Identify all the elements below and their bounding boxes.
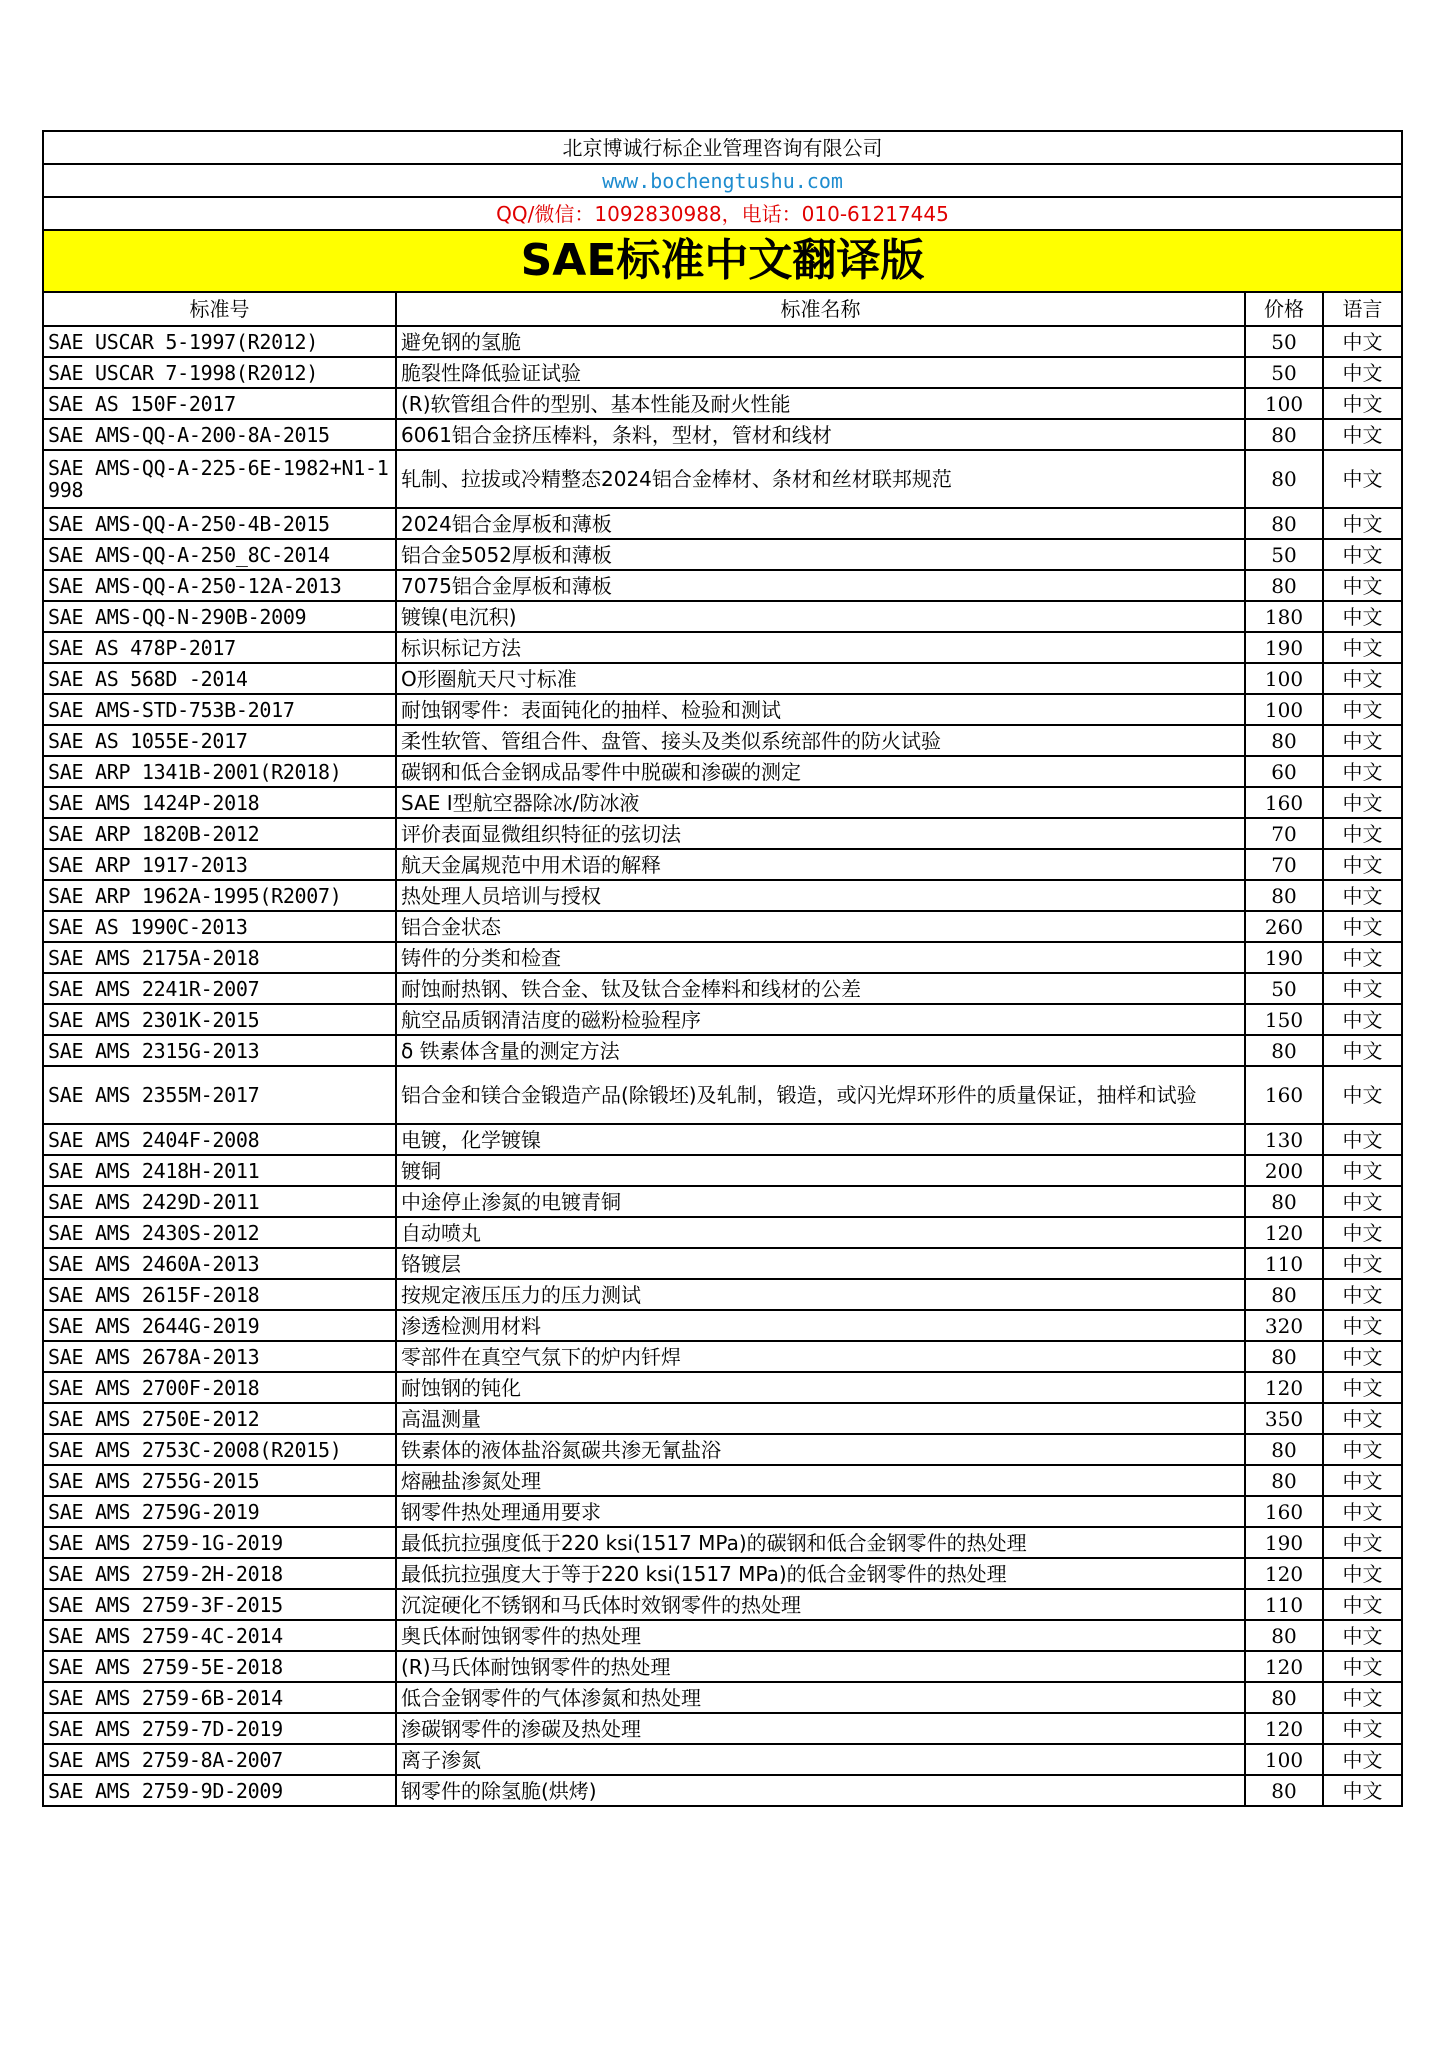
table-row [43,818,1402,849]
contact-row [43,197,1402,230]
standard-name-cell: (R)软管组合件的型别、基本性能及耐火性能 [396,388,1245,419]
language-cell: 中文 [1323,450,1402,508]
language-cell: 中文 [1323,601,1402,632]
price-cell: 320 [1245,1310,1323,1341]
price-cell: 80 [1245,1620,1323,1651]
table-row [43,880,1402,911]
language-cell: 中文 [1323,357,1402,388]
standard-name-cell: 零部件在真空气氛下的炉内钎焊 [396,1341,1245,1372]
table-row [43,357,1402,388]
language-cell: 中文 [1323,1713,1402,1744]
language-cell: 中文 [1323,973,1402,1004]
banner-row [43,230,1402,292]
price-cell: 100 [1245,388,1323,419]
price-cell: 160 [1245,787,1323,818]
standard-name-cell: 奥氏体耐蚀钢零件的热处理 [396,1620,1245,1651]
price-cell: 110 [1245,1589,1323,1620]
table-row [43,1651,1402,1682]
standard-code-cell: SAE AMS 2418H-2011 [43,1155,396,1186]
standard-code-cell: SAE AS 1055E-2017 [43,725,396,756]
company-name: 北京博诚行标企业管理咨询有限公司 [43,131,1402,164]
price-cell: 110 [1245,1248,1323,1279]
standard-code-cell: SAE AMS 2759-9D-2009 [43,1775,396,1806]
standard-name-cell: 6061铝合金挤压棒料，条料，型材，管材和线材 [396,419,1245,450]
table-row [43,326,1402,357]
language-cell: 中文 [1323,942,1402,973]
table-row [43,1434,1402,1465]
table-row [43,508,1402,539]
language-cell: 中文 [1323,1186,1402,1217]
table-row [43,942,1402,973]
table-row [43,1713,1402,1744]
standard-name-cell: 脆裂性降低验证试验 [396,357,1245,388]
standard-code-cell: SAE AMS-STD-753B-2017 [43,694,396,725]
price-cell: 120 [1245,1713,1323,1744]
language-cell: 中文 [1323,326,1402,357]
standards-table [42,130,1403,1807]
price-cell: 80 [1245,419,1323,450]
column-header-price: 价格 [1245,292,1323,326]
table-row [43,1589,1402,1620]
standard-code-cell: SAE AMS 2700F-2018 [43,1372,396,1403]
language-cell: 中文 [1323,1527,1402,1558]
standard-code-cell: SAE AMS 2175A-2018 [43,942,396,973]
standard-code-cell: SAE AMS 2678A-2013 [43,1341,396,1372]
language-cell: 中文 [1323,1066,1402,1124]
company-row [43,131,1402,164]
language-cell: 中文 [1323,1341,1402,1372]
standard-code-cell: SAE AS 1990C-2013 [43,911,396,942]
standard-code-cell: SAE AMS-QQ-A-250-12A-2013 [43,570,396,601]
table-row [43,1465,1402,1496]
language-cell: 中文 [1323,1744,1402,1775]
standard-code-cell: SAE AMS 2759-8A-2007 [43,1744,396,1775]
standard-name-cell: 渗碳钢零件的渗碳及热处理 [396,1713,1245,1744]
standard-code-cell: SAE ARP 1341B-2001(R2018) [43,756,396,787]
standard-name-cell: 柔性软管、管组合件、盘管、接头及类似系统部件的防火试验 [396,725,1245,756]
standard-code-cell: SAE AMS 2301K-2015 [43,1004,396,1035]
standard-name-cell: 2024铝合金厚板和薄板 [396,508,1245,539]
standard-name-cell: 铝合金5052厚板和薄板 [396,539,1245,570]
language-cell: 中文 [1323,508,1402,539]
language-cell: 中文 [1323,849,1402,880]
standard-name-cell: 高温测量 [396,1403,1245,1434]
standard-name-cell: 钢零件的除氢脆(烘烤) [396,1775,1245,1806]
price-cell: 150 [1245,1004,1323,1035]
table-row [43,1279,1402,1310]
standard-name-cell: 沉淀硬化不锈钢和马氏体时效钢零件的热处理 [396,1589,1245,1620]
website-row [43,164,1402,197]
price-cell: 70 [1245,849,1323,880]
price-cell: 350 [1245,1403,1323,1434]
table-row [43,1372,1402,1403]
standard-name-cell: 最低抗拉强度大于等于220 ksi(1517 MPa)的低合金钢零件的热处理 [396,1558,1245,1589]
table-row [43,539,1402,570]
language-cell: 中文 [1323,1465,1402,1496]
language-cell: 中文 [1323,1434,1402,1465]
table-row [43,1217,1402,1248]
standard-name-cell: 耐蚀钢的钝化 [396,1372,1245,1403]
language-cell: 中文 [1323,725,1402,756]
language-cell: 中文 [1323,1651,1402,1682]
price-cell: 80 [1245,1186,1323,1217]
table-row [43,632,1402,663]
price-cell: 80 [1245,1682,1323,1713]
table-row [43,1004,1402,1035]
standard-code-cell: SAE AMS 2759G-2019 [43,1496,396,1527]
language-cell: 中文 [1323,1279,1402,1310]
standard-code-cell: SAE AS 478P-2017 [43,632,396,663]
price-cell: 160 [1245,1066,1323,1124]
language-cell: 中文 [1323,1124,1402,1155]
table-row [43,1558,1402,1589]
language-cell: 中文 [1323,663,1402,694]
language-cell: 中文 [1323,1248,1402,1279]
website-link[interactable]: www.bochengtushu.com [43,164,1402,197]
standard-name-cell: 离子渗氮 [396,1744,1245,1775]
standard-code-cell: SAE USCAR 5-1997(R2012) [43,326,396,357]
standard-code-cell: SAE AMS 2759-5E-2018 [43,1651,396,1682]
table-row [43,450,1402,508]
price-cell: 130 [1245,1124,1323,1155]
standard-name-cell: 渗透检测用材料 [396,1310,1245,1341]
standard-name-cell: 航天金属规范中用术语的解释 [396,849,1245,880]
standard-code-cell: SAE AMS 1424P-2018 [43,787,396,818]
table-row [43,1682,1402,1713]
standard-code-cell: SAE AMS 2615F-2018 [43,1279,396,1310]
standard-code-cell: SAE AMS 2759-2H-2018 [43,1558,396,1589]
standard-name-cell: 碳钢和低合金钢成品零件中脱碳和渗碳的测定 [396,756,1245,787]
price-cell: 80 [1245,508,1323,539]
table-row [43,1744,1402,1775]
price-cell: 120 [1245,1372,1323,1403]
standard-name-cell: 铸件的分类和检查 [396,942,1245,973]
standard-name-cell: 最低抗拉强度低于220 ksi(1517 MPa)的碳钢和低合金钢零件的热处理 [396,1527,1245,1558]
price-cell: 50 [1245,357,1323,388]
price-cell: 60 [1245,756,1323,787]
language-cell: 中文 [1323,1403,1402,1434]
standard-name-cell: 中途停止渗氮的电镀青铜 [396,1186,1245,1217]
table-row [43,1310,1402,1341]
price-cell: 180 [1245,601,1323,632]
price-cell: 80 [1245,1775,1323,1806]
standard-code-cell: SAE AMS 2429D-2011 [43,1186,396,1217]
standard-code-cell: SAE AMS 2759-7D-2019 [43,1713,396,1744]
standard-code-cell: SAE AMS 2241R-2007 [43,973,396,1004]
standard-code-cell: SAE AS 568D -2014 [43,663,396,694]
price-cell: 80 [1245,1341,1323,1372]
price-cell: 80 [1245,1434,1323,1465]
table-row [43,973,1402,1004]
standard-name-cell: 轧制、拉拔或冷精整态2024铝合金棒材、条材和丝材联邦规范 [396,450,1245,508]
price-cell: 80 [1245,1035,1323,1066]
price-cell: 190 [1245,632,1323,663]
standard-code-cell: SAE ARP 1962A-1995(R2007) [43,880,396,911]
price-cell: 200 [1245,1155,1323,1186]
language-cell: 中文 [1323,1496,1402,1527]
language-cell: 中文 [1323,1682,1402,1713]
standard-name-cell: O形圈航天尺寸标准 [396,663,1245,694]
table-row [43,1248,1402,1279]
language-cell: 中文 [1323,1589,1402,1620]
column-header-name: 标准名称 [396,292,1245,326]
standard-code-cell: SAE AMS 2460A-2013 [43,1248,396,1279]
standard-code-cell: SAE ARP 1820B-2012 [43,818,396,849]
price-cell: 70 [1245,818,1323,849]
table-row [43,787,1402,818]
standard-code-cell: SAE AMS 2430S-2012 [43,1217,396,1248]
standard-name-cell: 耐蚀耐热钢、铁合金、钛及钛合金棒料和线材的公差 [396,973,1245,1004]
standard-name-cell: 铝合金状态 [396,911,1245,942]
price-cell: 120 [1245,1651,1323,1682]
language-cell: 中文 [1323,570,1402,601]
standard-code-cell: SAE AS 150F-2017 [43,388,396,419]
price-cell: 260 [1245,911,1323,942]
standard-name-cell: 镀镍(电沉积) [396,601,1245,632]
standard-name-cell: 电镀，化学镀镍 [396,1124,1245,1155]
price-cell: 50 [1245,539,1323,570]
standard-code-cell: SAE AMS 2759-1G-2019 [43,1527,396,1558]
table-row [43,1124,1402,1155]
language-cell: 中文 [1323,539,1402,570]
standard-name-cell: 航空品质钢清洁度的磁粉检验程序 [396,1004,1245,1035]
table-row [43,1527,1402,1558]
standard-name-cell: (R)马氏体耐蚀钢零件的热处理 [396,1651,1245,1682]
standard-code-cell: SAE AMS 2759-4C-2014 [43,1620,396,1651]
standard-name-cell: 按规定液压压力的压力测试 [396,1279,1245,1310]
language-cell: 中文 [1323,911,1402,942]
language-cell: 中文 [1323,1035,1402,1066]
standard-name-cell: 避免钢的氢脆 [396,326,1245,357]
table-row [43,1403,1402,1434]
standard-name-cell: 熔融盐渗氮处理 [396,1465,1245,1496]
standard-name-cell: δ 铁素体含量的测定方法 [396,1035,1245,1066]
standard-code-cell: SAE AMS 2759-3F-2015 [43,1589,396,1620]
standard-code-cell: SAE AMS 2753C-2008(R2015) [43,1434,396,1465]
table-row [43,911,1402,942]
standard-code-cell: SAE AMS 2404F-2008 [43,1124,396,1155]
standard-code-cell: SAE AMS 2355M-2017 [43,1066,396,1124]
price-cell: 100 [1245,694,1323,725]
language-cell: 中文 [1323,1217,1402,1248]
language-cell: 中文 [1323,1004,1402,1035]
standard-name-cell: 镀铜 [396,1155,1245,1186]
price-cell: 80 [1245,880,1323,911]
language-cell: 中文 [1323,1310,1402,1341]
standard-code-cell: SAE AMS-QQ-A-250_8C-2014 [43,539,396,570]
language-cell: 中文 [1323,880,1402,911]
price-cell: 80 [1245,725,1323,756]
language-cell: 中文 [1323,694,1402,725]
standard-code-cell: SAE ARP 1917-2013 [43,849,396,880]
price-cell: 190 [1245,1527,1323,1558]
language-cell: 中文 [1323,632,1402,663]
table-row [43,1775,1402,1806]
table-row [43,388,1402,419]
table-row [43,725,1402,756]
table-row [43,663,1402,694]
price-cell: 50 [1245,326,1323,357]
table-row [43,570,1402,601]
language-cell: 中文 [1323,787,1402,818]
standard-name-cell: 标识标记方法 [396,632,1245,663]
standard-code-cell: SAE AMS-QQ-A-250-4B-2015 [43,508,396,539]
table-row [43,601,1402,632]
price-cell: 160 [1245,1496,1323,1527]
column-header-lang: 语言 [1323,292,1402,326]
table-row [43,1186,1402,1217]
price-cell: 80 [1245,1279,1323,1310]
standard-name-cell: 评价表面显微组织特征的弦切法 [396,818,1245,849]
table-row [43,419,1402,450]
contact-info: QQ/微信：1092830988，电话：010-61217445 [43,197,1402,230]
standard-code-cell: SAE AMS 2750E-2012 [43,1403,396,1434]
standard-name-cell: 铝合金和镁合金锻造产品(除锻坯)及轧制，锻造，或闪光焊环形件的质量保证，抽样和试验 [396,1066,1245,1124]
language-cell: 中文 [1323,1155,1402,1186]
language-cell: 中文 [1323,388,1402,419]
table-row [43,1066,1402,1124]
price-cell: 120 [1245,1558,1323,1589]
standard-name-cell: 7075铝合金厚板和薄板 [396,570,1245,601]
column-header-code: 标准号 [43,292,396,326]
table-row [43,1620,1402,1651]
standard-code-cell: SAE AMS-QQ-N-290B-2009 [43,601,396,632]
price-cell: 190 [1245,942,1323,973]
language-cell: 中文 [1323,1372,1402,1403]
price-cell: 120 [1245,1217,1323,1248]
language-cell: 中文 [1323,818,1402,849]
column-header-row [43,292,1402,326]
standard-name-cell: 低合金钢零件的气体渗氮和热处理 [396,1682,1245,1713]
price-cell: 100 [1245,663,1323,694]
price-cell: 80 [1245,450,1323,508]
table-row [43,694,1402,725]
price-cell: 80 [1245,570,1323,601]
table-row [43,1155,1402,1186]
standard-code-cell: SAE AMS 2644G-2019 [43,1310,396,1341]
standard-code-cell: SAE AMS 2759-6B-2014 [43,1682,396,1713]
standard-name-cell: 耐蚀钢零件：表面钝化的抽样、检验和测试 [396,694,1245,725]
price-cell: 50 [1245,973,1323,1004]
price-cell: 100 [1245,1744,1323,1775]
standard-name-cell: 铁素体的液体盐浴氮碳共渗无氰盐浴 [396,1434,1245,1465]
table-row [43,756,1402,787]
standard-code-cell: SAE AMS-QQ-A-225-6E-1982+N1-1998 [43,450,396,508]
standard-name-cell: SAE I型航空器除冰/防冰液 [396,787,1245,818]
language-cell: 中文 [1323,756,1402,787]
table-row [43,849,1402,880]
table-row [43,1035,1402,1066]
language-cell: 中文 [1323,1620,1402,1651]
standard-code-cell: SAE AMS 2755G-2015 [43,1465,396,1496]
standard-code-cell: SAE AMS-QQ-A-200-8A-2015 [43,419,396,450]
banner-title: SAE标准中文翻译版 [43,230,1402,292]
standard-name-cell: 钢零件热处理通用要求 [396,1496,1245,1527]
standard-name-cell: 热处理人员培训与授权 [396,880,1245,911]
table-row [43,1341,1402,1372]
language-cell: 中文 [1323,1775,1402,1806]
standard-name-cell: 自动喷丸 [396,1217,1245,1248]
language-cell: 中文 [1323,419,1402,450]
table-row [43,1496,1402,1527]
standard-code-cell: SAE USCAR 7-1998(R2012) [43,357,396,388]
standard-name-cell: 铬镀层 [396,1248,1245,1279]
language-cell: 中文 [1323,1558,1402,1589]
price-cell: 80 [1245,1465,1323,1496]
standard-code-cell: SAE AMS 2315G-2013 [43,1035,396,1066]
